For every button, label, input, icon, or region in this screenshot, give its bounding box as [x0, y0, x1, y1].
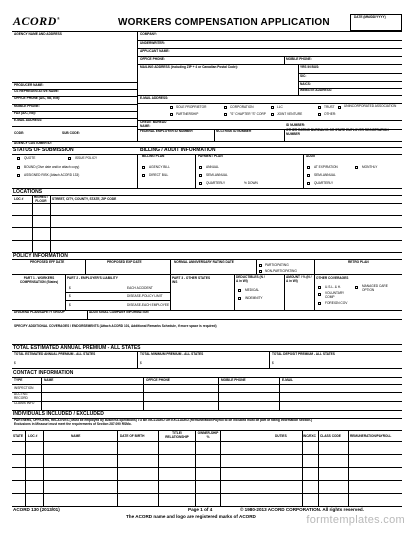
nonpart-label: NON-PARTICIPATING — [265, 269, 297, 273]
ind-name-col-label: NAME — [71, 434, 81, 438]
credit-label: CREDIT BUREAU NAME: — [140, 120, 167, 128]
bound-label: BOUND (Give date and/or attach copy) — [24, 165, 80, 169]
office-phone2-label: OFFICE PHONE (A/C, No, Ext): — [14, 96, 61, 100]
contact-office-col-label: OFFICE PHONE — [146, 378, 170, 382]
semi2-checkbox[interactable] — [307, 174, 310, 177]
total-deposit-label: TOTAL DEPOSIT PREMIUM - ALL STATES — [272, 352, 335, 356]
deductibles-label: DEDUCTIBLES (N / A in WI) — [236, 275, 265, 283]
llc-label: LLC — [277, 105, 283, 109]
class-col-label: CLASS CODE — [320, 434, 341, 438]
issue-label: ISSUE POLICY — [75, 156, 98, 160]
semi-checkbox[interactable] — [199, 174, 202, 177]
total-est-dollar: $ — [14, 361, 16, 365]
company-label: COMPANY: — [140, 32, 157, 36]
disease-employee-label: DISEASE-EACH EMPLOYEE — [127, 303, 170, 307]
fax-label: FAX (A/C, No): — [14, 111, 36, 115]
remun-col-label: REMUNERATION/PAYROLL — [350, 434, 392, 438]
individuals-note2: Exclusions in Missouri must meet the requirements of Section 287.090 RSMo. — [14, 422, 132, 426]
dob-col-label: DATE OF BIRTH — [120, 434, 145, 438]
semi-label: SEMI-ANNUAL — [206, 173, 228, 177]
logo-mark: ® — [56, 16, 61, 21]
at-exp-label: AT EXPIRATION — [314, 165, 338, 169]
corporation-label: CORPORATION — [230, 105, 254, 109]
producer-label: PRODUCER NAME: — [14, 83, 44, 87]
exp-date-label: PROPOSED EXP DATE — [107, 260, 142, 264]
unincorp-checkbox[interactable] — [338, 106, 341, 109]
part3-label: PART 3 - OTHER STATES INS — [172, 276, 211, 284]
ncci-label: NCCI RISK ID NUMBER — [216, 129, 252, 133]
total-est-label: TOTAL ESTIMATED ANNUAL PREMIUM - ALL STATES — [14, 352, 96, 356]
sub-code-label: SUB CODE: — [62, 131, 80, 135]
mobile-phone-label: MOBILE PHONE: — [286, 57, 312, 61]
down-label: % DOWN — [244, 181, 258, 185]
disease-policy-label: DISEASE-POLICY LIMIT — [127, 294, 163, 298]
date-label: DATE (MM/DD/YYYY) — [354, 15, 386, 19]
trust-label: TRUST — [324, 105, 335, 109]
partnership-checkbox[interactable] — [170, 113, 173, 116]
contact-name-col-label: NAME — [44, 378, 54, 382]
dividend-label: DIVIDEND PLAN/SAFETY GROUP — [14, 310, 65, 314]
voluntary-label: VOLUNTARY COMP — [325, 291, 345, 299]
issue-checkbox[interactable] — [68, 157, 71, 160]
logo-text: ACORD — [13, 14, 57, 28]
quarterly-label: QUARTERLY — [206, 181, 226, 185]
acord-logo — [13, 14, 60, 29]
claims-label: CLAIMS INFO — [14, 401, 35, 405]
additional-info-label: ADDITIONAL COMPANY INFORMATION — [89, 310, 149, 314]
usl-checkbox[interactable] — [318, 286, 321, 289]
accounting-label: ACCTNG RECORD — [14, 392, 28, 400]
individuals-heading: INDIVIDUALS INCLUDED / EXCLUDED — [13, 411, 104, 417]
owner-col-label: OWNER-SHIP % — [197, 431, 219, 439]
each-accident-dollar: $ — [69, 286, 71, 290]
sic-label: SIC: — [300, 74, 307, 78]
sole-label: SOLE PROPRIETOR — [176, 105, 207, 109]
loc-col-label: LOC # — [14, 197, 24, 201]
direct-bill-label: DIRECT BILL — [149, 173, 169, 177]
locations-heading: LOCATIONS — [13, 189, 43, 195]
street-col-label: STREET, CITY, COUNTY, STATE, ZIP CODE — [52, 197, 117, 201]
annual-checkbox[interactable] — [199, 166, 202, 169]
form-title: WORKERS COMPENSATION APPLICATION — [118, 17, 330, 28]
total-min-label: TOTAL MINIMUM PREMIUM - ALL STATES — [140, 352, 204, 356]
mailing-label: MAILING ADDRESS (including ZIP + 4 or Canadian Postal Code): — [140, 65, 238, 69]
applicant-label: APPLICANT NAME: — [140, 49, 170, 53]
naics-label: NAICS: — [300, 82, 311, 86]
each-accident-label: EACH ACCIDENT — [127, 286, 153, 290]
disease-policy-dollar: $ — [69, 294, 71, 298]
copyright: © 1980-2013 ACORD CORPORATION. All rights reserved. — [240, 507, 364, 512]
contact-mobile-col-label: MOBILE PHONE — [221, 378, 246, 382]
contact-heading: CONTACT INFORMATION — [13, 370, 74, 376]
sole-checkbox[interactable] — [170, 106, 173, 109]
assigned-label: ASSIGNED RISK (Attach ACORD 133) — [24, 173, 80, 177]
other-cov-label: OTHER COVERAGES — [316, 276, 349, 280]
quarterly-checkbox[interactable] — [199, 182, 202, 185]
customer-id-label: AGENCY CUSTOMER ID: — [14, 141, 52, 145]
managed-checkbox[interactable] — [355, 286, 358, 289]
participating-label: PARTICIPATING — [265, 263, 289, 267]
other-checkbox[interactable] — [318, 113, 321, 116]
part2-label: PART 2 - EMPLOYER'S LIABILITY — [67, 276, 118, 280]
managed-label: MANAGED CARE OPTION — [362, 284, 388, 292]
direct-bill-checkbox[interactable] — [142, 174, 145, 177]
scorp-checkbox[interactable] — [224, 113, 227, 116]
title-col-label: TITLE/ RELATIONSHIP — [165, 431, 189, 439]
at-exp-checkbox[interactable] — [307, 166, 310, 169]
trademark-notice: The ACORD name and logo are registered marks of ACORD — [126, 514, 256, 519]
joint-label: JOINT VENTURE — [277, 112, 303, 116]
annual-label: ANNUAL — [206, 165, 219, 169]
page-number: Page 1 of 4 — [188, 507, 213, 512]
indemnity-label: INDEMNITY — [245, 296, 263, 300]
ind-loc-col-label: LOC # — [28, 434, 38, 438]
code-label: CODE: — [14, 131, 25, 135]
total-deposit-dollar: $ — [272, 361, 274, 365]
medical-label: MEDICAL — [245, 288, 260, 292]
other-rating-label: OTHER RATING BUREAU ID OR STATE EMPLOYER REGISTRATION NUMBER — [286, 128, 389, 136]
audit-label: AUDIT — [306, 154, 316, 158]
incexc-col-label: INC/EXC — [303, 434, 316, 438]
premium-heading: TOTAL ESTIMATED ANNUAL PREMIUM - ALL STATES — [13, 345, 141, 351]
duties-col-label: DUTIES — [275, 434, 287, 438]
email2-label: E-MAIL ADDRESS: — [14, 118, 43, 122]
disease-employee-dollar: $ — [69, 303, 71, 307]
monthly-label: MONTHLY — [362, 165, 378, 169]
office-phone-label: OFFICE PHONE: — [140, 57, 165, 61]
email-label: E-MAIL ADDRESS: — [140, 96, 169, 100]
semi2-label: SEMI-ANNUAL — [314, 173, 336, 177]
contact-email-col-label: E-MAIL — [282, 378, 293, 382]
quote-label: QUOTE — [24, 156, 36, 160]
billing-plan-label: BILLING PLAN — [142, 154, 165, 158]
partnership-label: PARTNERSHIP — [176, 112, 199, 116]
foreign-checkbox[interactable] — [318, 302, 321, 305]
assigned-checkbox[interactable] — [17, 174, 20, 177]
monthly-checkbox[interactable] — [355, 166, 358, 169]
indemnity-checkbox[interactable] — [238, 297, 241, 300]
status-heading: STATUS OF SUBMISSION — [13, 147, 74, 153]
floor-col-label: HIGHEST FLOOR — [33, 195, 49, 203]
individuals-note1: PARTNERS, OFFICERS, RELATIVES ( Must be employed by business operations) TO BE INCLUDED OR EXCLUDED (Remuneration/Payroll to be included must be part of rating information section.) — [14, 418, 313, 422]
trust-checkbox[interactable] — [318, 106, 321, 109]
payment-plan-label: PAYMENT PLAN — [198, 154, 223, 158]
form-number: ACORD 130 (2013/01) — [13, 507, 60, 512]
watermark: formtemplates.com — [306, 514, 405, 526]
state-col-label: STATE — [13, 434, 23, 438]
agency-name-label: AGENCY NAME AND ADDRESS — [14, 32, 62, 36]
agency-bill-label: AGENCY BILL — [149, 165, 170, 169]
type-col-label: TYPE — [14, 378, 23, 382]
date-field[interactable] — [350, 14, 402, 31]
billing-heading: BILLING / AUDIT INFORMATION — [140, 147, 216, 153]
agency-bill-checkbox[interactable] — [142, 166, 145, 169]
underwriter-label: UNDERWRITER: — [140, 41, 165, 45]
eff-date-label: PROPOSED EFF DATE — [30, 260, 65, 264]
part1-label: PART 1 - WORKERS COMPENSATION (States) — [19, 276, 59, 284]
participating-checkbox[interactable] — [259, 264, 262, 267]
voluntary-checkbox[interactable] — [318, 293, 321, 296]
other-entity-label: OTHER: — [324, 112, 337, 116]
cs-rep-label: CS REPRESENTATIVE NAME: — [14, 89, 60, 93]
website-label: WEBSITE ADDRESS: — [300, 88, 332, 92]
fein-label: FEDERAL EMPLOYER ID NUMBER — [140, 129, 193, 133]
id-number-label: ID NUMBER: — [286, 123, 306, 127]
llc-checkbox[interactable] — [271, 106, 274, 109]
quote-checkbox[interactable] — [17, 157, 20, 160]
medical-checkbox[interactable] — [238, 289, 241, 292]
joint-checkbox[interactable] — [271, 113, 274, 116]
bound-checkbox[interactable] — [17, 166, 20, 169]
anniv-label: NORMAL ANNIVERSARY RATING DATE — [174, 260, 234, 264]
yrs-label: YRS IN BUS: — [300, 65, 320, 69]
scorp-label: "S" CHAPTER "S" CORP — [230, 112, 266, 116]
mobile2-label: MOBILE PHONE: — [14, 104, 40, 108]
foreign-label: FOREIGN COV — [325, 301, 348, 305]
total-min-dollar: $ — [140, 361, 142, 365]
policy-heading: POLICY INFORMATION — [13, 253, 68, 259]
usl-label: U.S.L. & H. — [325, 285, 341, 289]
quarterly2-label: QUARTERLY — [314, 181, 334, 185]
inspection-label: INSPECTION — [14, 386, 34, 390]
unincorp-label: UNINCORPORATED ASSOCIATION — [344, 104, 397, 108]
quarterly2-checkbox[interactable] — [307, 182, 310, 185]
specify-label: SPECIFY ADDITIONAL COVERAGES / ENDORSEMENTS (Attach ACORD 101, Additional Remarks Schedule, if more space is required) — [14, 324, 217, 328]
nonpart-checkbox[interactable] — [259, 270, 262, 273]
amount-label: AMOUNT / % (N / A in WI) — [286, 275, 312, 283]
retro-label: RETRO PLAN — [348, 260, 369, 264]
corporation-checkbox[interactable] — [224, 106, 227, 109]
